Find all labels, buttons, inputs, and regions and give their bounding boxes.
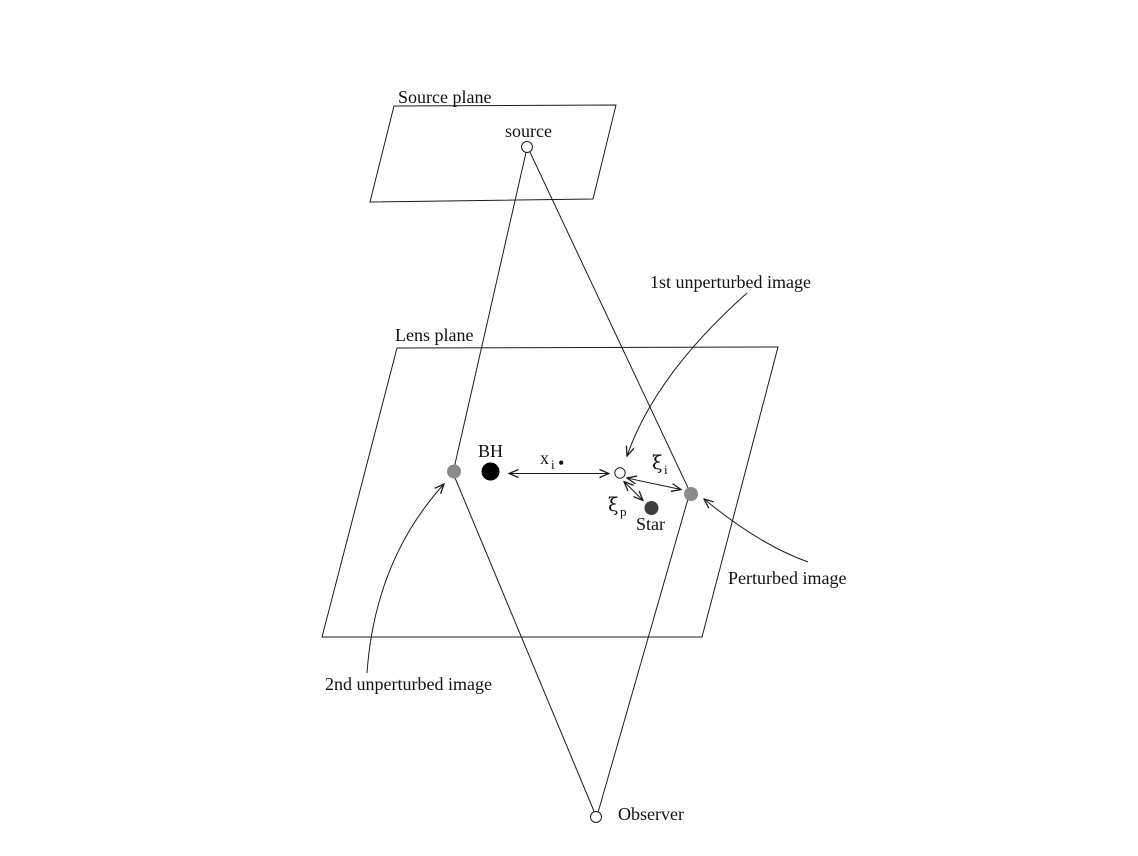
xi-i-symbol: ξ (652, 452, 663, 474)
xi-p-symbol: ξ (608, 494, 619, 516)
offset-arrow-xi-i (627, 478, 681, 490)
first-unperturbed-image-label: 1st unperturbed image (650, 272, 811, 292)
first-unperturbed-image-circle (615, 468, 625, 478)
xi-p-subscript: p (620, 504, 627, 519)
second-unperturbed-image-dot (447, 465, 461, 479)
light-ray-through-perturbed-image (528, 148, 690, 816)
perturbed-image-dot (684, 487, 698, 501)
observer-label: Observer (618, 804, 684, 824)
source-point-circle (522, 142, 533, 153)
black-hole-label: BH (478, 441, 504, 461)
lens-plane-outline (322, 347, 778, 637)
pointer-arrow-second-unperturbed-image (367, 484, 444, 673)
perturbed-image-label: Perturbed image (728, 568, 847, 588)
pointer-arrow-perturbed-image (704, 499, 808, 562)
second-unperturbed-image-label: 2nd unperturbed image (325, 674, 492, 694)
xi-i-subscript: i (664, 462, 668, 477)
star-label: Star (636, 514, 665, 534)
source-label: source (505, 121, 552, 141)
observer-point-circle (591, 812, 602, 823)
light-ray-through-second-unperturbed-image (453, 148, 596, 816)
x-i-subscript: i (551, 457, 555, 472)
offset-arrow-xi-p (624, 482, 643, 501)
x-i-bullet: • (558, 453, 565, 473)
pointer-arrow-first-unperturbed-image (627, 293, 747, 456)
x-i-symbol: x (540, 448, 549, 468)
source-plane-label: Source plane (398, 87, 492, 107)
source-plane-outline (370, 105, 616, 202)
star-dot (645, 501, 659, 515)
black-hole-dot (482, 463, 500, 481)
lens-plane-label: Lens plane (395, 325, 474, 345)
